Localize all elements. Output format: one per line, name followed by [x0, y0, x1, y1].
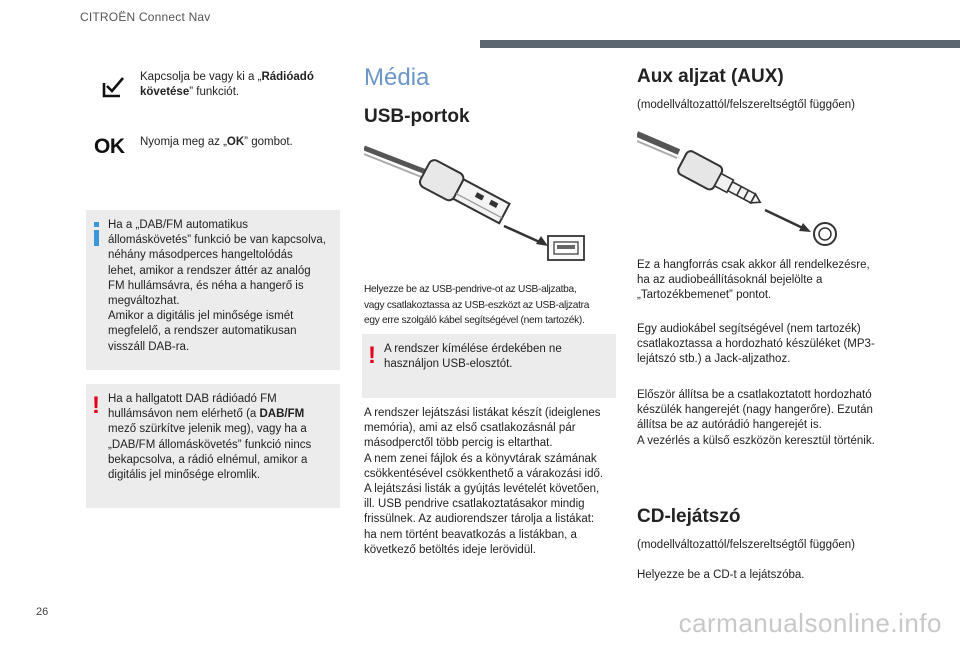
watermark: carmanualsonline.info: [678, 608, 942, 638]
warning-icon: !: [368, 342, 376, 369]
aux-paragraph-2: Egy audiokábel segítségével (nem tartozék) csatlakoztassa a hordozható készüléket (MP3- lejátszó stb.) a Jack-aljzathoz.: [637, 323, 875, 366]
ok-button-icon: OK: [94, 135, 125, 158]
subsection-title-usb: USB-portok: [364, 106, 470, 127]
info-note-text: Ha a „DAB/FM automatikus állomáskövetés” funkció be van kapcsolva, néhány másodperces hangeltolódás lehet, amikor a rendszer áttér az analóg FM hullámsávra, és néha a hangerő is megváltozhat. Amikor a digitális jel minősége ismét megfelelő, a rendszer automatikusan visszáll DAB-ra.: [108, 219, 326, 353]
header-label: CITROËN Connect Nav: [80, 10, 211, 24]
usb-caption: Helyezze be az USB-pendrive-ot az USB-aljzatba, vagy csatlakoztassa az USB-eszközt az USB-aljzatra egy erre szolgáló kábel segítségével (nem tartozék).: [364, 284, 590, 326]
row-rds-text: Kapcsolja be vagy ki a „Rádióadó követése” funkciót.: [140, 71, 314, 99]
warning-note-usb-hub-text: A rendszer kímélése érdekében ne használjon USB-elosztót.: [384, 343, 562, 371]
section-title-media: Média: [364, 64, 430, 91]
section-title-cd: CD-lejátszó: [637, 506, 741, 527]
row-ok-text: Nyomja meg az „OK” gombot.: [140, 136, 293, 148]
warning-icon: !: [92, 392, 100, 419]
jack-illustration: [637, 130, 847, 250]
warning-note-usb-hub: [362, 334, 616, 398]
aux-paragraph-3: Először állítsa be a csatlakoztatott hordozható készülék hangerejét (nagy hangerőre). Ezután állítsa be az autórádió hangerejét is. A vezérlés a külső eszközön keresztül történik.: [637, 389, 875, 447]
aux-paragraph-1: Ez a hangforrás csak akkor áll rendelkezésre, ha az audiobeállításoknál bejelölte a „Tartozékbemenet” pontot.: [637, 259, 870, 302]
section-title-aux: Aux aljzat (AUX): [637, 66, 784, 87]
cd-text: Helyezze be a CD-t a lejátszóba.: [637, 569, 805, 581]
info-note: [86, 210, 340, 370]
cd-subtitle: (modellváltozattól/felszereltségtől függően): [637, 539, 855, 551]
usb-illustration: [364, 140, 594, 270]
check-box-icon: [100, 74, 126, 100]
header-bar: [480, 40, 960, 48]
warning-note-dab: [86, 384, 340, 508]
usb-body-text: A rendszer lejátszási listákat készít (ideiglenes memória), ami az első csatlakozásnál pár másodperctől több percig is eltarthat. A nem zenei fájlok és a könyvtárak számának csökkentésével csökkenthető a várakozási idő. A lejátszási listák a gyújtás levételét követően, ill. USB pendrive csatlakoztatásakor mindig frissülnek. Az audiorendszer tárolja a listákat: ha nem történt beavatkozás a listákban, a következő betöltés ideje lerövidül.: [364, 407, 604, 556]
warning-note-dab-text: Ha a hallgatott DAB rádióadó FM hullámsávon nem elérhető (a DAB/FM mező szürkítve jelenik meg), vagy ha a „DAB/FM állomáskövetés” funkció nincs bekapcsolva, a rádió elnémul, amikor a digitális jel minősége elromlik.: [108, 393, 312, 482]
page-number: 26: [36, 606, 49, 618]
aux-subtitle: (modellváltozattól/felszereltségtől függően): [637, 99, 855, 111]
info-icon: [94, 222, 99, 246]
